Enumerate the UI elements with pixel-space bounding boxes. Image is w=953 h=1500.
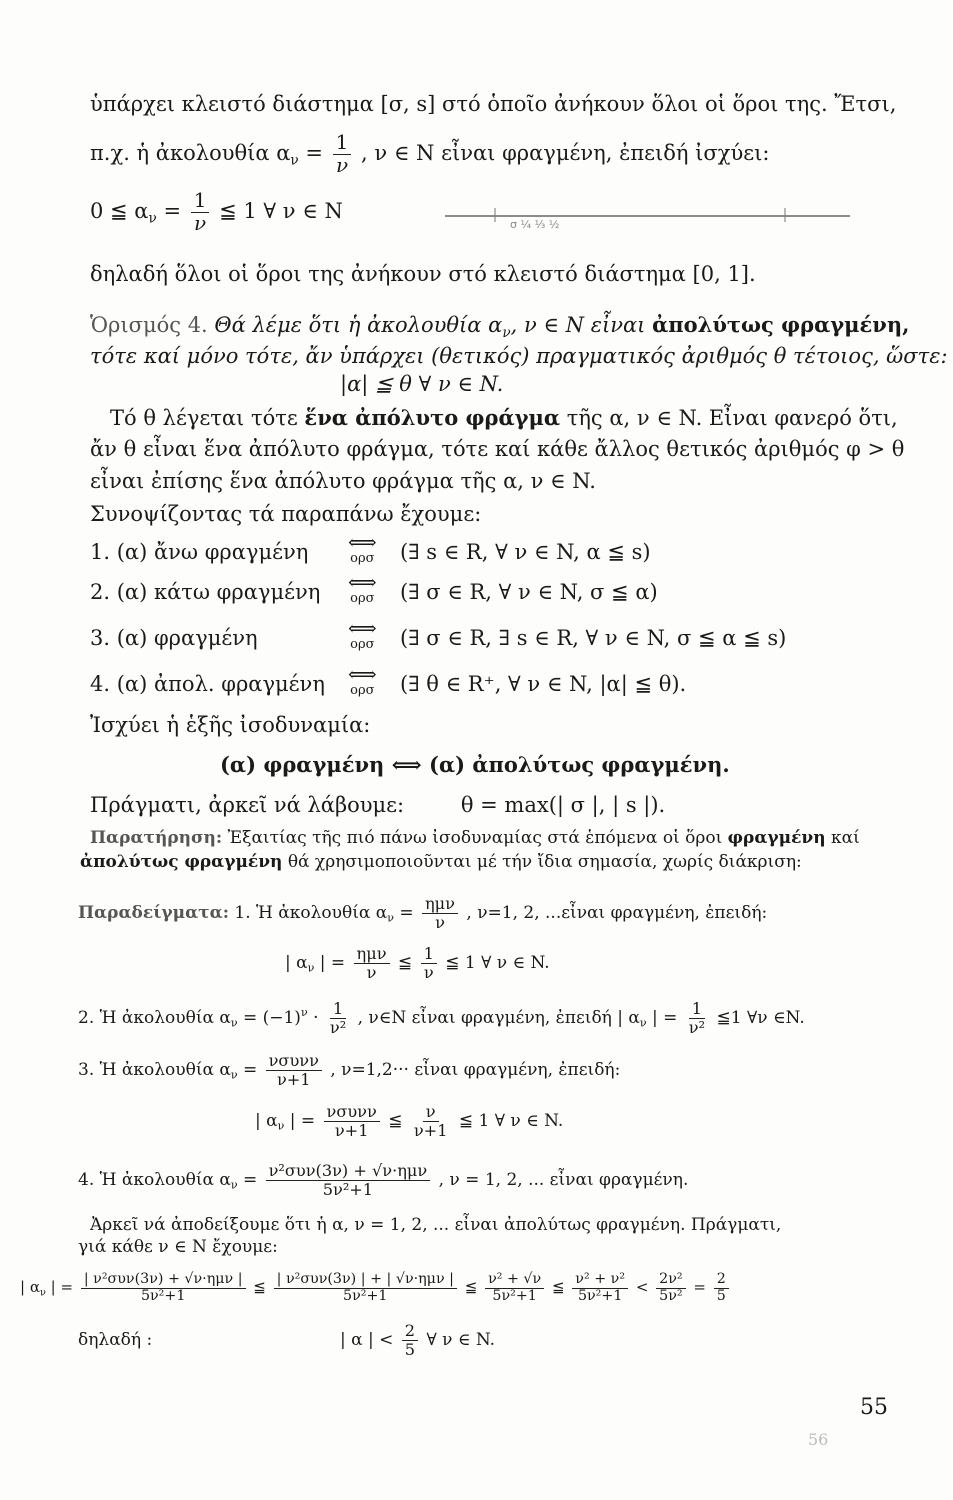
remark-line: ἀπολύτως φραγμένη θά χρησιμοποιοῦνται μέ τήν ἴδια σημασία, χωρίς διάκριση: — [80, 852, 802, 872]
definition-label: Ὁρισμός 4. — [90, 313, 208, 337]
example-formula: | $\alpha_\nu$ | = $\frac{\text{νσυνν}}{\nu+1}$ ≦ $\frac{\nu}{\nu+1}$ ≦ 1 ∀ ν ∈ N. — [255, 1102, 564, 1140]
example-line: 2. Ἡ ἀκολουθία $\alpha_\nu = (-1)^\nu$ · $\frac{1}{\text{ν²}}$ , ν∈N εἶναι φραγμένη, ἐπειδή | $\alpha_\nu$ | = $\frac{1}{\text{ν²}}$ ≦1 ∀ν ∈N. — [78, 999, 805, 1037]
inequality-chain: | $\alpha_\nu$ | = $\frac{\text{| ν²συν(3ν) + √ν·ημν |}}{\text{5ν²+1}}$ ≦ $\frac{\text{| ν²συν(3ν) | + | √ν·ημν |}}{\text{5ν²+1}}$ ≦ $\frac{\text{ν² + √ν}}{\text{5ν²+1}}$ ≦ $\frac{\text{ν² + ν²}}{\text{5ν²+1}}$ < $\frac{\text{2ν²}}{\text{5ν²}}$ = $\frac{2}{5}$ — [20, 1272, 732, 1304]
definition-line: τότε καί μόνο τότε, ἄν ὑπάρχει (θετικός) πραγματικός ἀριθμός θ τέτοιος, ὥστε: — [90, 344, 948, 368]
text-line: δηλαδή : — [78, 1330, 153, 1350]
equivalence: (α) φραγμένη ⟺ (α) ἀπολύτως φραγμένη. — [220, 752, 730, 777]
equiv-arrow: ⟺ ορσ — [348, 530, 377, 566]
page-number: 55 — [860, 1395, 888, 1420]
text-line: ἄν θ εἶναι ἕνα ἀπόλυτο φράγμα, τότε καί κάθε ἄλλος θετικός ἀριθμός φ > θ — [90, 437, 905, 461]
text-line: Ἰσχύει ἡ ἑξῆς ἰσοδυναμία: — [90, 713, 371, 737]
equiv-arrow: ⟺ ορσ — [348, 570, 377, 606]
definition-formula: |α| ≦ θ ∀ ν ∈ N. — [340, 372, 504, 396]
text-line: εἶναι ἐπίσης ἕνα ἀπόλυτο φράγμα τῆς α, ν ∈ N. — [90, 469, 596, 493]
text-line: γιά κάθε ν ∈ N ἔχουμε: — [78, 1237, 278, 1257]
text-line: π.χ. ἡ ἀκολουθία $\alpha_\nu$ = $\frac{1}{\nu}$ , ν ∈ N εἶναι φραγμένη, ἐπειδή ἰσχύει: — [90, 130, 770, 177]
text-line: ὑπάρχει κλειστό διάστημα [σ, s] στό ὁποῖο ἀνήκουν ὅλοι οἱ ὅροι της. Ἔτσι, — [90, 92, 897, 116]
text-line: Ἀρκεῖ νά ἀποδείξουμε ὅτι ἡ α, ν = 1, 2, ... εἶναι ἀπολύτως φραγμένη. Πράγματι, — [90, 1215, 782, 1235]
summary-item: (∃ σ ∈ R, ∀ ν ∈ N, σ ≦ α) — [400, 580, 658, 604]
definition-line: Ὁρισμός 4. Θά λέμε ὅτι ἡ ἀκολουθία $\alpha_\nu$, ν ∈ N εἶναι ἀπολύτως φραγμένη, — [90, 312, 910, 341]
summary-item: (∃ s ∈ R, ∀ ν ∈ N, α ≦ s) — [400, 540, 651, 564]
examples-label: Παραδείγματα: — [78, 902, 229, 923]
fraction: $\frac{1}{\nu}$ — [333, 132, 352, 177]
remark-line: Παρατήρηση: Ἐξαιτίας τῆς πιό πάνω ἰσοδυναμίας στά ἑπόμενα οἱ ὅροι φραγμένη καί — [90, 828, 860, 848]
summary-item: 3. (α) φραγμένη — [90, 626, 258, 650]
summary-item: 4. (α) ἀπολ. φραγμένη — [90, 672, 325, 696]
text-line: δηλαδή ὅλοι οἱ ὅροι της ἀνήκουν στό κλειστό διάστημα [0, 1]. — [90, 262, 756, 286]
text-line: Συνοψίζοντας τά παραπάνω ἔχουμε: — [90, 502, 482, 526]
equiv-arrow: ⟺ ορσ — [348, 662, 377, 698]
ghost-page-number: 56 — [808, 1430, 829, 1449]
summary-item: (∃ θ ∈ R⁺, ∀ ν ∈ N, |α| ≦ θ). — [400, 672, 687, 696]
text-line: Πράγματι, ἀρκεῖ νά λάβουμε: θ = max(| σ |, | s |). — [90, 793, 666, 817]
text-line: Τό θ λέγεται τότε ἕνα ἀπόλυτο φράγμα τῆς α, ν ∈ N. Εἶναι φανερό ὅτι, — [110, 405, 898, 430]
example-line: 4. Ἡ ἀκολουθία $\alpha_\nu$ = $\frac{\text{ν²συν(3ν) + √ν·ημν}}{\text{5ν²+1}}$ , ν = 1, 2, ... εἶναι φραγμένη. — [78, 1161, 689, 1199]
svg-text:σ ¼ ⅓ ½: σ ¼ ⅓ ½ — [510, 218, 560, 230]
example-formula: | $\alpha_\nu$ | = $\frac{\text{ημν}}{\nu}$ ≦ $\frac{1}{\nu}$ ≦ 1 ∀ ν ∈ N. — [285, 944, 550, 982]
equiv-arrow: ⟺ ορσ — [348, 616, 377, 652]
example-line: Παραδείγματα: 1. Ἡ ἀκολουθία $\alpha_\nu$ = $\frac{\text{ημν}}{\nu}$ , ν=1, 2, ...εἶναι φραγμένη, ἐπειδή: — [78, 894, 768, 932]
formula: 0 ≦ $\alpha_\nu$ = $\frac{1}{\nu}$ ≦ 1 ∀ ν ∈ N — [90, 188, 343, 235]
handwritten-number-line — [440, 200, 860, 230]
summary-item: (∃ σ ∈ R, ∃ s ∈ R, ∀ ν ∈ N, σ ≦ α ≦ s) — [400, 626, 787, 650]
summary-item: 1. (α) ἄνω φραγμένη — [90, 540, 309, 564]
remark-label: Παρατήρηση: — [90, 828, 223, 848]
final-formula: | α | < $\frac{2}{5}$ ∀ ν ∈ N. — [340, 1321, 496, 1359]
summary-item: 2. (α) κάτω φραγμένη — [90, 580, 321, 604]
fraction: $\frac{1}{\nu}$ — [191, 190, 210, 235]
example-line: 3. Ἡ ἀκολουθία $\alpha_\nu$ = $\frac{\text{νσυνν}}{\nu+1}$ , ν=1,2··· εἶναι φραγμένη, ἐπειδή: — [78, 1051, 621, 1089]
